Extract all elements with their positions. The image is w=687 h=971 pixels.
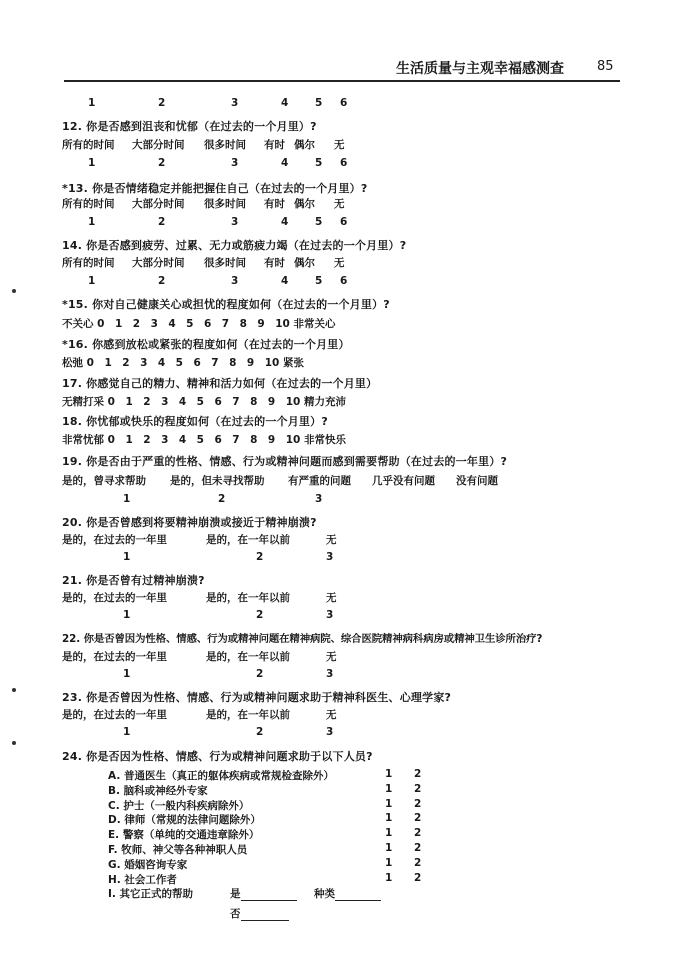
frequency-option: 无 [334, 198, 345, 210]
year-option: 是的，在一年以前 [206, 592, 290, 604]
q24-no-code: 2 [414, 768, 422, 780]
q24-no-code: 2 [414, 827, 422, 840]
scale-number: 1 [123, 726, 131, 738]
scale-number: 5 [315, 97, 323, 109]
q24-item: F. 牧师、神父等各种神职人员 [108, 844, 248, 856]
scale-number: 1 [88, 97, 96, 109]
scale-number: 5 [315, 157, 323, 169]
scale-number: 1 [123, 609, 131, 621]
scale-number: 3 [315, 493, 323, 505]
q24-no-code: 2 [414, 871, 422, 884]
q19-option: 是的，但未寻找帮助 [170, 475, 265, 487]
margin-mark [12, 688, 16, 692]
question-13: *13. 你是否情绪稳定并能把握住自己（在过去的一个月里）? [62, 182, 368, 195]
question-21: 21. 你是否曾有过精神崩溃? [62, 574, 205, 587]
q19-option: 是的，曾寻求帮助 [62, 475, 146, 487]
year-option: 是的，在过去的一年里 [62, 651, 167, 663]
scale-0-10: 无精打采 0 1 2 3 4 5 6 7 8 9 10 精力充沛 [62, 396, 346, 408]
question-18: 18. 你忧郁或快乐的程度如何（在过去的一个月里）? [62, 415, 328, 428]
q24-item: G. 婚姻咨询专家 [108, 858, 188, 871]
scale-number: 2 [256, 551, 264, 563]
q24-no-code: 2 [414, 797, 422, 810]
scale-number: 6 [340, 157, 348, 169]
q24-no-code: 2 [414, 842, 422, 854]
scale-number: 3 [231, 275, 239, 287]
q19-option: 几乎没有问题 [372, 475, 435, 487]
scale-number: 2 [218, 493, 226, 505]
q24-item: E. 警察（单纯的交通违章除外） [108, 829, 260, 842]
scale-0-10: 松弛 0 1 2 3 4 5 6 7 8 9 10 紧张 [62, 357, 304, 369]
question-17: 17. 你感觉自己的精力、精神和活力如何（在过去的一个月里） [62, 377, 378, 390]
year-option: 无 [326, 651, 337, 663]
q24-item: H. 社会工作者 [108, 873, 177, 886]
frequency-option: 偶尔 [294, 139, 315, 151]
scale-number: 3 [231, 157, 239, 169]
q24-yes-code: 1 [385, 768, 393, 780]
question-24: 24. 你是否因为性格、情感、行为或精神问题求助于以下人员? [62, 750, 373, 763]
scale-number: 3 [326, 609, 334, 621]
frequency-option: 很多时间 [204, 257, 246, 269]
question-12: 12. 你是否感到沮丧和忧郁（在过去的一个月里）? [62, 120, 317, 133]
q24-no-code: 2 [414, 812, 422, 825]
q24-yes-code: 1 [385, 871, 393, 884]
scale-number: 3 [326, 551, 334, 563]
q24-other-no [230, 906, 289, 921]
question-16: *16. 你感到放松或紧张的程度如何（在过去的一个月里） [62, 338, 350, 351]
q24-yes-code: 1 [385, 827, 393, 840]
scale-number: 3 [231, 97, 239, 109]
year-option: 无 [326, 592, 337, 604]
scale-0-10: 非常忧郁 0 1 2 3 4 5 6 7 8 9 10 非常快乐 [62, 434, 346, 446]
frequency-option: 大部分时间 [132, 257, 185, 269]
question-20: 20. 你是否曾感到将要精神崩溃或接近于精神崩溃? [62, 516, 317, 529]
scale-number: 2 [256, 726, 264, 738]
year-option: 无 [326, 534, 337, 546]
margin-mark [12, 741, 16, 745]
year-option: 是的，在过去的一年里 [62, 709, 167, 721]
q24-item: D. 律师（常规的法律问题除外） [108, 814, 261, 827]
page-header-title: 生活质量与主观幸福感测查 [396, 61, 564, 77]
scale-number: 1 [88, 157, 96, 169]
scale-number: 5 [315, 216, 323, 228]
q24-other-no-blank[interactable] [241, 908, 289, 921]
frequency-option: 很多时间 [204, 198, 246, 210]
scale-number: 4 [281, 97, 289, 109]
scale-number: 3 [231, 216, 239, 228]
frequency-option: 偶尔 [294, 257, 315, 269]
question-22: 22. 你是否曾因为性格、情感、行为或精神问题在精神病院、综合医院精神病科病房或精神卫生诊所治疗? [62, 633, 543, 645]
scale-number: 6 [340, 97, 348, 109]
q24-yes-code: 1 [385, 812, 393, 825]
scale-number: 4 [281, 157, 289, 169]
scale-number: 2 [158, 216, 166, 228]
frequency-option: 很多时间 [204, 139, 246, 151]
scale-number: 1 [88, 275, 96, 287]
scale-number: 1 [88, 216, 96, 228]
question-15: *15. 你对自己健康关心或担忧的程度如何（在过去的一个月里）? [62, 298, 390, 311]
frequency-option: 所有的时间 [62, 198, 115, 210]
page-number: 85 [597, 59, 614, 74]
q24-item: B. 脑科或神经外专家 [108, 784, 208, 797]
scale-number: 2 [158, 275, 166, 287]
q24-other-label: I. 其它正式的帮助 [108, 888, 194, 900]
scale-number: 2 [256, 668, 264, 680]
frequency-option: 所有的时间 [62, 139, 115, 151]
frequency-option: 大部分时间 [132, 198, 185, 210]
q24-yes-code: 1 [385, 842, 393, 854]
q19-option: 有严重的问题 [288, 475, 351, 487]
scale-number: 1 [123, 668, 131, 680]
frequency-option: 有时 [264, 198, 285, 210]
q19-option: 没有问题 [456, 475, 498, 487]
year-option: 是的，在一年以前 [206, 651, 290, 663]
scale-number: 2 [158, 97, 166, 109]
scale-number: 6 [340, 275, 348, 287]
q24-yes-code: 1 [385, 782, 393, 795]
frequency-option: 无 [334, 139, 345, 151]
q24-item: A. 普通医生（真正的躯体疾病或常规检查除外） [108, 770, 334, 782]
frequency-option: 有时 [264, 257, 285, 269]
margin-mark [12, 289, 16, 293]
frequency-option: 无 [334, 257, 345, 269]
year-option: 是的，在过去的一年里 [62, 534, 167, 546]
frequency-option: 偶尔 [294, 198, 315, 210]
scale-0-10: 不关心 0 1 2 3 4 5 6 7 8 9 10 非常关心 [62, 318, 336, 330]
q24-other-yes-blank[interactable] [241, 888, 297, 901]
q24-yes-code: 1 [385, 856, 393, 869]
scale-number: 5 [315, 275, 323, 287]
scale-number: 4 [281, 275, 289, 287]
q24-other-yes [230, 886, 297, 901]
year-option: 是的，在一年以前 [206, 709, 290, 721]
frequency-option: 大部分时间 [132, 139, 185, 151]
scale-number: 4 [281, 216, 289, 228]
scale-number: 2 [256, 609, 264, 621]
scale-number: 2 [158, 157, 166, 169]
frequency-option: 有时 [264, 139, 285, 151]
header-rule [64, 80, 620, 82]
q24-item: C. 护士（一般内科疾病除外） [108, 799, 250, 812]
scale-number: 6 [340, 216, 348, 228]
question-14: 14. 你是否感到疲劳、过累、无力或筋疲力竭（在过去的一个月里）? [62, 239, 407, 252]
q24-no-code: 2 [414, 856, 422, 869]
q24-yes-code: 1 [385, 797, 393, 810]
scale-number: 3 [326, 726, 334, 738]
q24-other-type-blank[interactable] [335, 888, 381, 901]
frequency-option: 所有的时间 [62, 257, 115, 269]
q24-other-type-label: 种类 [314, 888, 335, 900]
scale-number: 3 [326, 668, 334, 680]
year-option: 是的，在一年以前 [206, 534, 290, 546]
year-option: 无 [326, 709, 337, 721]
scale-number: 1 [123, 493, 131, 505]
q24-other-no-label: 否 [230, 908, 241, 920]
question-19: 19. 你是否由于严重的性格、情感、行为或精神问题而感到需要帮助（在过去的一年里）? [62, 455, 508, 468]
year-option: 是的，在过去的一年里 [62, 592, 167, 604]
q24-other-type [314, 886, 381, 901]
question-23: 23. 你是否曾因为性格、情感、行为或精神问题求助于精神科医生、心理学家? [62, 691, 452, 704]
q24-no-code: 2 [414, 782, 422, 795]
q24-other-yes-label: 是 [230, 888, 241, 900]
scale-number: 1 [123, 551, 131, 563]
